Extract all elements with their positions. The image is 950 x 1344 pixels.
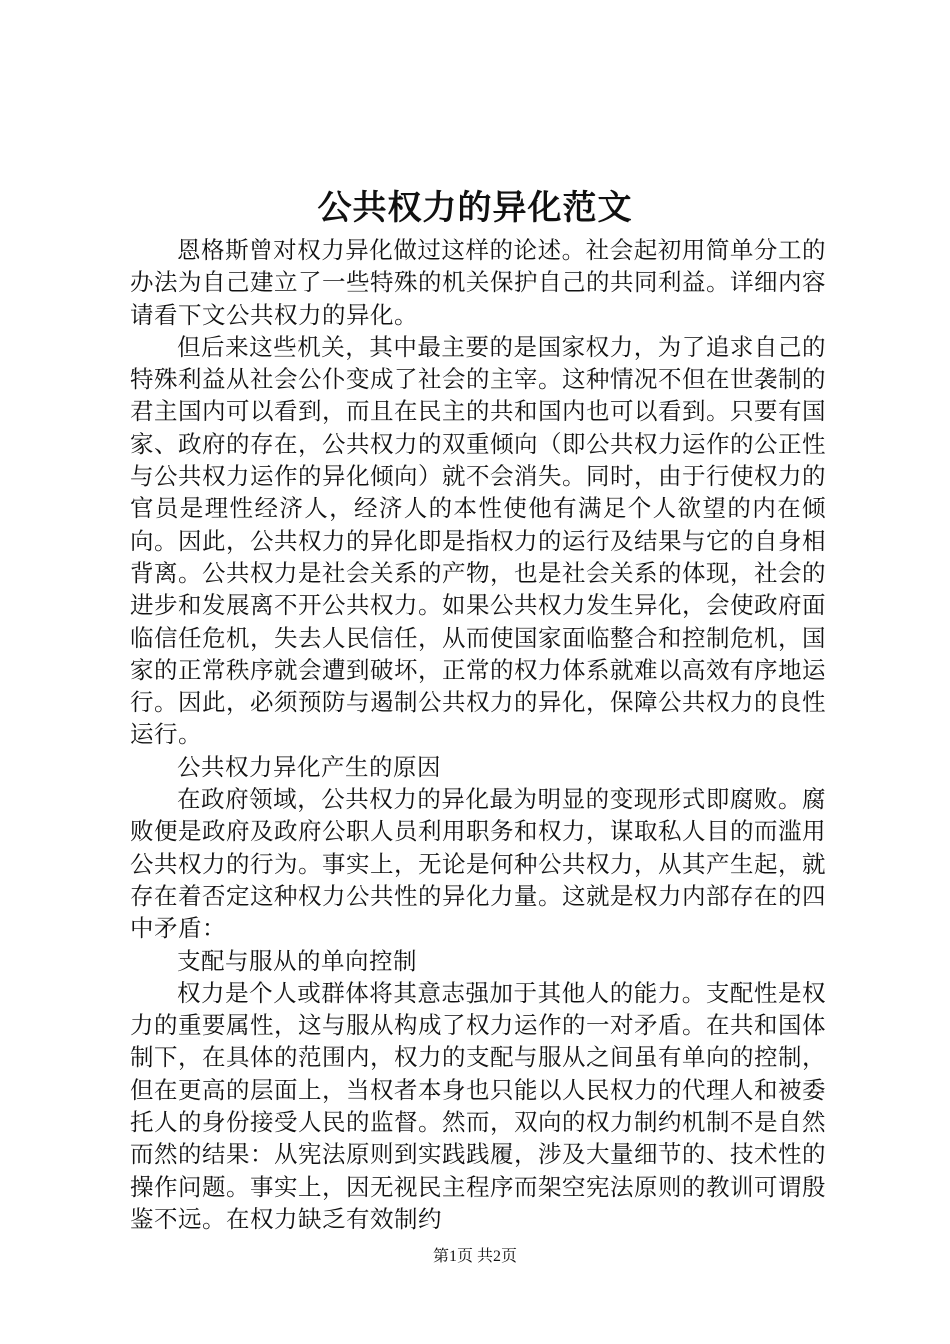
paragraph-alienation: 但后来这些机关，其中最主要的是国家权力，为了追求自己的特殊利益从社会公仆变成了社会的主宰。这种情况不但在世袭制的君主国内可以看到，而且在民主的共和国内也可以看到。只要有国家、政府的存在，公共权力的双重倾向（即公共权力运作的公正性与公共权力运作的异化倾向）就不会消失。同时，由于行使权力的官员是理性经济人，经济人的本性使他有满足个人欲望的内在倾向。因此，公共权力的异化即是指权力的运行及结果与它的自身相背离。公共权力是社会关系的产物，也是社会关系的体现，社会的进步和发展离不开公共权力。如果公共权力发生异化，会使政府面临信任危机，失去人民信任，从而使国家面临整合和控制危机，国家的正常秩序就会遭到破坏，正常的权力体系就难以高效有序地运行。因此，必须预防与遏制公共权力的异化，保障公共权力的良性运行。 <box>130 332 826 749</box>
section-heading-causes: 公共权力异化产生的原因 <box>177 752 441 781</box>
paragraph-intro: 恩格斯曾对权力异化做过这样的论述。社会起初用简单分工的办法为自己建立了一些特殊的机关保护自己的共同利益。详细内容请看下文公共权力的异化。 <box>130 236 826 329</box>
paragraph-power-definition: 权力是个人或群体将其意志强加于其他人的能力。支配性是权力的重要属性，这与服从构成了权力运作的一对矛盾。在共和国体制下，在具体的范围内，权力的支配与服从之间虽有单向的控制，但在更高的层面上，当权者本身也只能以人民权力的代理人和被委托人的身份接受人民的监督。然而，双向的权力制约机制不是自然而然的结果：从宪法原则到实践践履，涉及大量细节的、技术性的操作问题。事实上，因无视民主程序而架空宪法原则的教训可谓殷鉴不远。在权力缺乏有效制约 <box>130 978 826 1233</box>
paragraph-corruption: 在政府领域，公共权力的异化最为明显的变现形式即腐败。腐败便是政府及政府公职人员利用职务和权力，谋取私人目的而滥用公共权力的行为。事实上，无论是何种公共权力，从其产生起，就存在着否定这种权力公共性的异化力量。这就是权力内部存在的四中矛盾： <box>130 785 826 943</box>
document-body <box>130 234 826 1235</box>
document-title: 公共权力的异化范文 <box>317 188 633 228</box>
section-heading-control: 支配与服从的单向控制 <box>177 946 417 975</box>
page-number-footer: 第1页 共2页 <box>432 1248 517 1265</box>
